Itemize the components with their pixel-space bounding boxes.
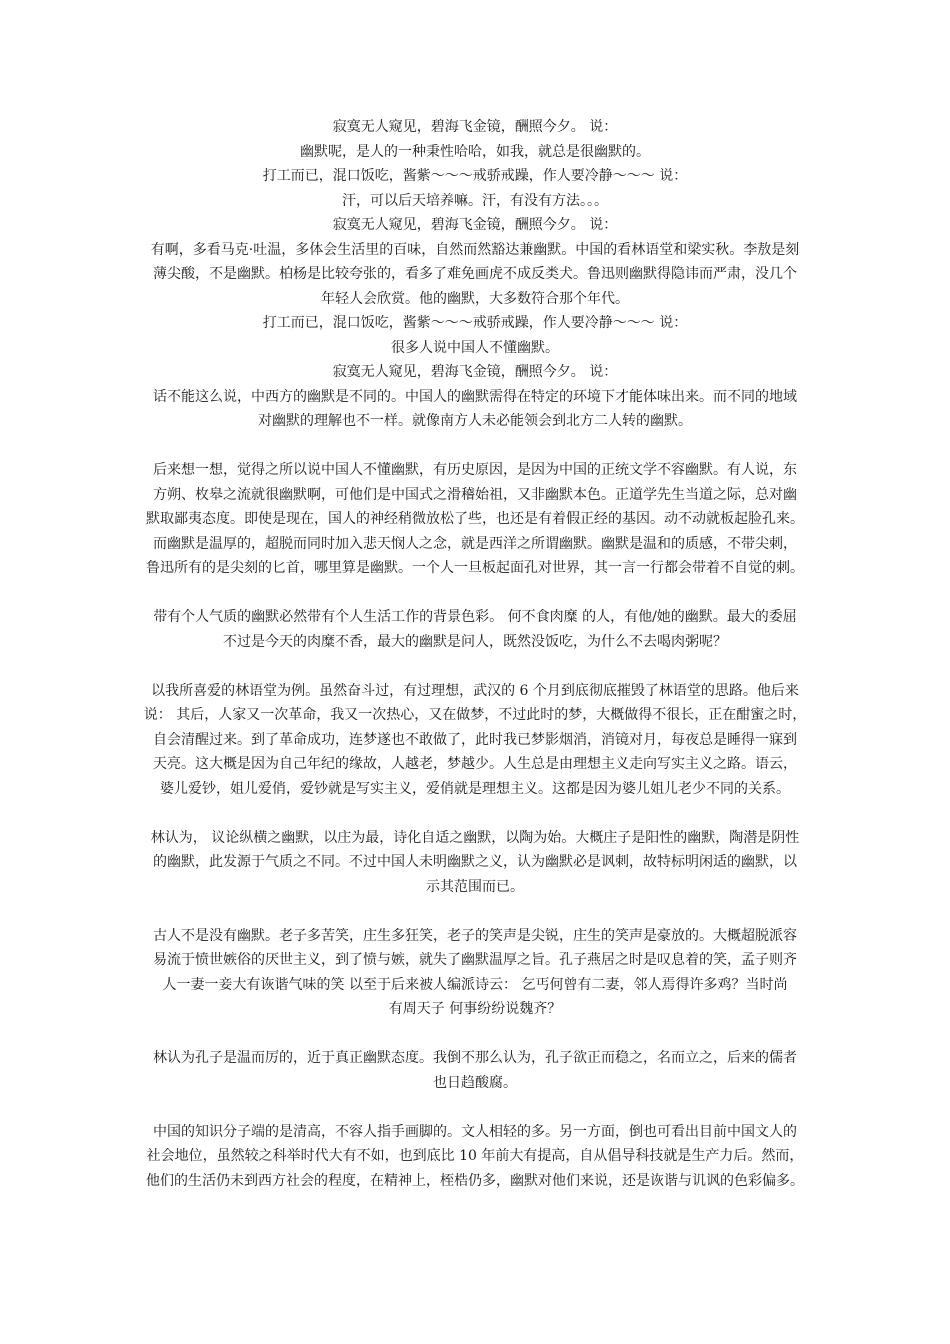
text-line: 寂寞无人窥见，碧海飞金镜，酬照今夕。 说：: [332, 217, 618, 233]
text-line: 寂寞无人窥见，碧海飞金镜，酬照今夕。 说：: [332, 119, 618, 135]
text-line: 话不能这么说，中西方的幽默是不同的。中国人的幽默需得在特定的环境下才能体味出来。而不同的地域: [153, 388, 797, 405]
document-page: [142, 115, 808, 1193]
text-line: 古人不是没有幽默。老子多苦笑，庄生多狂笑，老子的笑声是尖锐，庄生的笑声是豪放的。大概超脱派容: [153, 927, 797, 944]
text-line: 打工而已，混口饭吃，酱紫～～～戒骄戒躁，作人要冷静～～～ 说：: [262, 315, 688, 331]
paragraph: [142, 679, 808, 802]
text-line: 方朔、枚皋之流就很幽默啊，可他们是中国式之滑稽始祖，又非幽默本色。正道学先生当道之际，总对幽: [153, 486, 797, 503]
text-line: 也日趋酸腐。: [433, 1074, 517, 1091]
text-line: 不过是今天的肉糜不香，最大的幽默是问人，既然没饭吃，为什么不去喝肉粥呢？: [223, 633, 727, 650]
paragraph: [142, 385, 808, 434]
text-line: 自会清醒过来。到了革命成功，连梦遂也不敢做了，此时我已梦影烟消，消镜对月，每夜总是睡得一寐到: [153, 731, 797, 748]
text-line: 的幽默，此发源于气质之不同。不过中国人未明幽默之义，认为幽默必是讽刺，故特标明闲适的幽默，以: [153, 854, 797, 870]
paragraph: [142, 140, 808, 165]
text-line: 带有个人气质的幽默必然带有个人生活工作的背景色彩。 何不食肉糜 的人，有他/她的幽默。最大的委屈: [153, 609, 797, 625]
text-line: 天亮。这大概是因为自己年纪的缘故，人越老，梦越少。人生总是由理想主义走向写实主义之路。语云，: [153, 756, 797, 772]
text-line: 后来想一想，觉得之所以说中国人不懂幽默，有历史原因，是因为中国的正统文学不容幽默。有人说，东: [153, 462, 797, 478]
text-line: 对幽默的理解也不一样。就像南方人未必能领会到北方二人转的幽默。: [258, 413, 692, 429]
text-line: 幽默呢，是人的一种秉性哈哈，如我，就总是很幽默的。: [300, 143, 650, 160]
text-line: 薄尖酸，不是幽默。柏杨是比较夸张的，看多了难免画虎不成反类犬。鲁迅则幽默得隐讳而严肃，没几个: [153, 266, 797, 282]
paragraph: [142, 1120, 808, 1194]
paragraph: [142, 1046, 808, 1095]
paragraph: [142, 115, 808, 140]
text-line: 婆儿爱钞，姐儿爱俏，爱钞就是写实主义，爱俏就是理想主义。这都是因为婆儿姐儿老少不同的关系。: [160, 780, 790, 797]
text-line: 以我所喜爱的林语堂为例。虽然奋斗过，有过理想，武汉的 6 个月到底彻底摧毁了林语堂的思路。他后来: [151, 682, 799, 699]
paragraph: [142, 360, 808, 385]
text-line: 易流于愤世嫉俗的厌世主义，到了愤与嫉，就失了幽默温厚之旨。孔子燕居之时是叹息着的笑，孟子则齐: [153, 952, 797, 968]
text-line: 汗，可以后天培养嘛。汗，有没有方法。。。: [342, 192, 608, 209]
text-line: 寂寞无人窥见，碧海飞金镜，酬照今夕。 说：: [332, 364, 618, 380]
paragraph: [142, 826, 808, 900]
text-line: 示其范围而已。: [426, 878, 524, 895]
text-line: 林认为孔子是温而厉的，近于真正幽默态度。我倒不那么认为，孔子欲正而稳之，名而立之，后来的儒者: [153, 1050, 797, 1066]
text-line: 年轻人会欣赏。他的幽默，大多数符合那个年代。: [321, 290, 629, 307]
paragraph: [142, 336, 808, 361]
text-line: 社会地位，虽然较之科举时代大有不如，也到底比 10 年前大有提高，自从倡导科技就是生产力后。然而，: [146, 1148, 804, 1164]
text-line: 有周天子 何事纷纷说魏齐？: [388, 1001, 562, 1017]
text-line: 他们的生活仍未到西方社会的程度，在精神上，桎梏仍多，幽默对他们来说，还是诙谐与讥讽的色彩偏多。: [146, 1172, 804, 1189]
text-line: 人一妻一妾大有诙谐气味的笑 以至于后来被人编派诗云： 乞丐何曾有二妻，邻人焉得许多鸡？当时尚: [162, 976, 788, 993]
text-line: 鲁迅所有的是尖刻的匕首，哪里算是幽默。一个人一旦板起面孔对世界，其一言一行都会带着不自觉的刺。: [146, 560, 804, 576]
paragraph: [142, 605, 808, 654]
paragraph: [142, 924, 808, 1022]
text-line: 打工而已，混口饭吃，酱紫～～～戒骄戒躁，作人要冷静～～～ 说：: [262, 168, 688, 184]
paragraph: [142, 458, 808, 581]
text-line: 林认为， 议论纵横之幽默，以庄为最，诗化自适之幽默，以陶为始。大概庄子是阳性的幽默，陶潜是阴性: [150, 829, 800, 846]
text-line: 说： 其后，人家又一次革命，我又一次热心，又在做梦，不过此时的梦，大概做得不很长，正在酣蜜之时，: [143, 707, 807, 723]
paragraph: [142, 189, 808, 214]
paragraph: [142, 311, 808, 336]
paragraph: [142, 164, 808, 189]
text-line: 而幽默是温厚的，超脱而同时加入悲天悯人之念，就是西洋之所谓幽默。幽默是温和的质感，不带尖刺，: [153, 535, 797, 552]
paragraph: [142, 213, 808, 238]
text-line: 默取鄙夷态度。即使是现在，国人的神经稍微放松了些，也还是有着假正经的基因。动不动就板起脸孔来。: [146, 511, 804, 527]
paragraph: [142, 238, 808, 312]
text-line: 有啊，多看马克·吐温，多体会生活里的百味，自然而然豁达兼幽默。中国的看林语堂和梁实秋。李敖是刻: [150, 241, 800, 258]
text-line: 很多人说中国人不懂幽默。: [391, 339, 559, 356]
text-line: 中国的知识分子端的是清高，不容人指手画脚的。文人相轻的多。另一方面，倒也可看出目前中国文人的: [153, 1123, 797, 1140]
